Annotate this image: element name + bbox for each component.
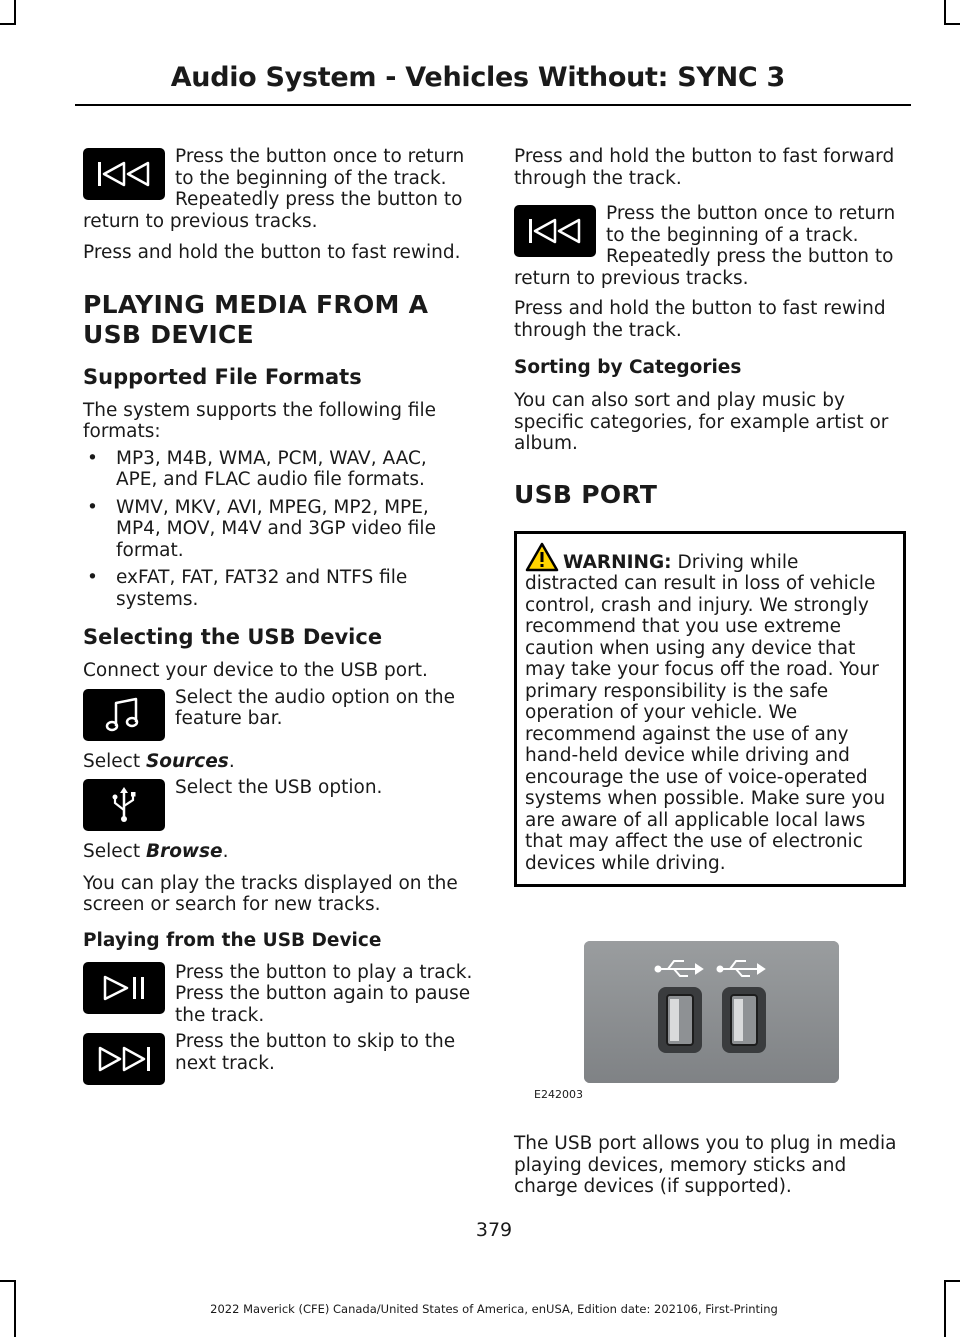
audio-option-text: Select the audio option on the feature bar. [175, 686, 456, 729]
browse-label: Browse [145, 841, 223, 862]
usb-port-description: The USB port allows you to plug in media playing devices, memory sticks and charge devices (if supported). [514, 1133, 897, 1197]
crop-mark [944, 1280, 960, 1282]
crop-mark [944, 23, 960, 25]
list-item: • MP3, M4B, WMA, PCM, WAV, AAC, APE, and FLAC audio file formats. [83, 448, 473, 491]
usb-port-heading: USB PORT [514, 479, 658, 509]
warning-box [514, 531, 906, 888]
previous-track-icon [83, 148, 165, 200]
usb-option-row [83, 777, 473, 835]
playing-heading: Playing from the USB Device [83, 929, 382, 951]
left-column [83, 146, 473, 1089]
select-browse-text [83, 841, 473, 863]
usb-option-text: Select the USB option. [175, 777, 383, 798]
file-formats-heading: Supported File Formats [83, 364, 362, 389]
play-pause-icon [83, 962, 165, 1014]
period: . [222, 841, 229, 862]
footer-text: 2022 Maverick (CFE) Canada/United States of America, enUSA, Edition date: 202106, First-Printing [210, 1302, 778, 1316]
previous-track-text: Press the button once to return to the beginning of the track. Repeatedly press the button to return to previous tracks. [83, 146, 465, 232]
crop-mark [14, 0, 16, 25]
sorting-heading: Sorting by Categories [514, 357, 742, 378]
previous-track-icon [514, 205, 596, 257]
previous-track-row [83, 146, 473, 232]
selecting-usb-heading: Selecting the USB Device [83, 625, 383, 649]
audio-option-row [83, 687, 473, 745]
tracks-text: You can play the tracks displayed on the screen or search for new tracks. [83, 872, 458, 915]
return-track-text: Press the button once to return to the beginning of a track. Repeatedly press the button to return to previous tracks. [514, 203, 896, 289]
page-title: Audio System - Vehicles Without: SYNC 3 [170, 62, 785, 93]
sources-label: Sources [145, 750, 229, 772]
page-number: 379 [475, 1219, 513, 1241]
warning-triangle-icon [525, 542, 559, 572]
crop-mark [0, 1280, 16, 1282]
select-word: Select [83, 750, 141, 772]
list-item: • exFAT, FAT, FAT32 and NTFS file systems. [83, 567, 473, 610]
previous-track-row-2 [514, 203, 906, 289]
fast-rewind-text: Press and hold the button to fast rewind. [83, 242, 461, 263]
crop-mark [0, 23, 16, 25]
period: . [228, 750, 235, 772]
right-column [514, 146, 906, 1198]
list-item: • WMV, MKV, AVI, MPEG, MP2, MPE, MP4, MOV, M4V and 3GP video file format. [83, 497, 473, 562]
warning-label: WARNING: [563, 551, 672, 573]
connect-text: Connect your device to the USB port. [83, 660, 428, 681]
play-pause-text: Press the button to play a track. Press the button again to pause the track. [175, 961, 473, 1026]
header-rule [75, 104, 911, 106]
play-pause-row [83, 962, 473, 1027]
usb-icon [83, 779, 165, 831]
formats-intro: The system supports the following file formats: [83, 399, 437, 442]
fast-rewind-track-text: Press and hold the button to fast rewind through the track. [514, 298, 886, 341]
select-sources-text [83, 751, 473, 773]
next-track-text: Press the button to skip to the next track. [175, 1031, 456, 1074]
usb-media-heading: PLAYING MEDIA FROM A USB DEVICE [83, 289, 429, 349]
formats-list [83, 448, 473, 611]
usb-ports-illustration [584, 941, 839, 1083]
next-track-icon [83, 1033, 165, 1085]
warning-text: Driving while distracted can result in loss of vehicle control, crash and injury. We strongly recommend that you use extreme caution when using any device that may take your focus off the road. Your primary responsibility is the safe operation of your vehicle. We recommend against the use of any hand-held device while driving and encourage the use of voice-operated systems when possible. Make sure you are aware of all applicable local laws that may affect the use of electronic devices while driving. [525, 551, 886, 874]
image-code: E242003 [534, 1088, 583, 1101]
crop-mark [944, 0, 946, 25]
sort-text: You can also sort and play music by specific categories, for example artist or album. [514, 390, 889, 454]
fast-forward-text: Press and hold the button to fast forward through the track. [514, 146, 895, 189]
select-word: Select [83, 841, 141, 862]
next-track-row [83, 1031, 473, 1089]
usb-port-photo [534, 941, 839, 1101]
music-note-icon [83, 689, 165, 741]
